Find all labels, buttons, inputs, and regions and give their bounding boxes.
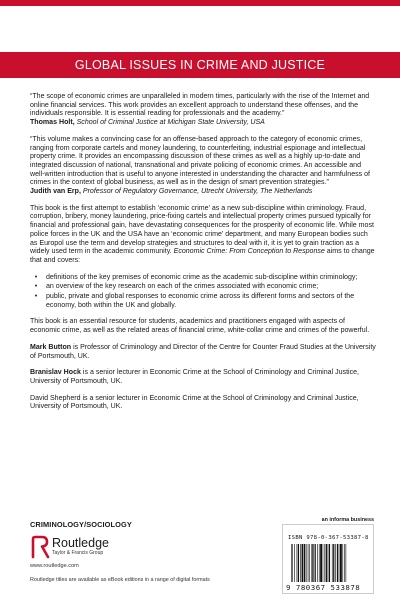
- publisher-group: Taylor & Francis Group: [52, 550, 104, 556]
- endorsement-2-affiliation: Professor of Regulatory Governance, Utrecht University, The Netherlands: [82, 188, 313, 196]
- isbn-number: ISBN 978-0-367-53387-8: [288, 535, 369, 541]
- series-title: GLOBAL ISSUES IN CRIME AND JUSTICE: [74, 58, 326, 72]
- bullet-icon: •: [34, 273, 38, 281]
- author-name: Branislav Hock: [30, 369, 81, 377]
- author-bio-1: [30, 344, 376, 361]
- endorsement-1-attribution: Thomas Holt, School of Criminal Justice at Michigan State University, USA: [30, 119, 265, 127]
- barcode-icon: [291, 544, 369, 582]
- informa-label: an informa business: [321, 517, 374, 523]
- publisher-url[interactable]: www.routledge.com: [30, 563, 79, 569]
- description-book-title: Economic Crime: From Conception to Response: [173, 248, 325, 256]
- endorsement-1: [30, 93, 376, 128]
- list-item: • definitions of the key premises of economic crime as the academic sub-discipline within criminology;: [30, 274, 376, 283]
- endorsement-2-author: Judith van Erp: [30, 188, 79, 196]
- author-bio: David Shepherd is a senior lecturer in Economic Crime at the School of Criminology and Criminal Justice, University of Portsmouth, UK.: [30, 394, 359, 411]
- author-bio: is Professor of Criminology and Director of the Centre for Counter Fraud Studies at the University of Portsmouth, UK.: [30, 343, 376, 360]
- barcode-box: [282, 524, 374, 594]
- endorsement-1-author: Thomas Holt: [30, 119, 73, 127]
- closing-paragraph: This book is an essential resource for students, academics and practitioners engaged with aspects of economic crime, as well as the related areas of financial crime, white-collar crime and crimes of the powerful.: [30, 318, 370, 335]
- ebook-note: Routledge titles are available as eBook editions in a range of digital formats: [30, 577, 210, 583]
- author-bio-3: [30, 395, 376, 412]
- series-title-bar: [0, 52, 400, 78]
- endorsement-2: [30, 136, 376, 197]
- description-text-end: aims to change that and covers:: [30, 248, 375, 264]
- subject-category: CRIMINOLOGY/SOCIOLOGY: [30, 520, 132, 529]
- description-text: This book is the first attempt to establish ‘economic crime’ as a new sub-discipline within criminology. Fraud, corruption, bribery, money laundering, price-fixing cartels and intellectual property crimes pursued typically for financial and professional gain, have devastating consequences for the prosperity of economic life. While most police forces in the UK and the USA have an ‘economic crime’ department, and many European bodies such as Europol use the term and develop strategies and structures to deal with it, it is yet to grain traction as a widely used term in the academic community.: [30, 204, 374, 256]
- book-description: [30, 205, 376, 266]
- publisher-name: Routledge: [52, 536, 109, 550]
- barcode-area: [282, 517, 374, 597]
- author-bio: is a senior lecturer in Economic Crime at the School of Criminology and Criminal Justice, University of Portsmouth, UK.: [30, 369, 360, 385]
- bullet-icon: •: [34, 293, 38, 301]
- publisher-logo: [30, 535, 150, 569]
- back-cover-text: [30, 93, 376, 420]
- endorsement-2-attribution: Judith van Erp, Professor of Regulatory Governance, Utrecht University, The Netherlands: [30, 188, 313, 196]
- endorsement-1-text: “The scope of economic crimes are unparalleled in modern times, particularly with the rise of the Internet and online financial services. This work provides an excellent approach to understand these offenses, and the individuals responsible. It is essential reading for professionals and the academy.”: [30, 93, 370, 118]
- list-item: • an overview of the key research on each of the crimes associated with economic crime;: [30, 283, 376, 292]
- routledge-logo-icon: [30, 535, 52, 559]
- coverage-list: [30, 274, 376, 311]
- list-item: • public, private and global responses to economic crime across its different forms and sectors of the economy, both within the UK and globally.: [30, 293, 376, 310]
- endorsement-1-affiliation: School of Criminal Justice at Michigan State University, USA: [76, 119, 265, 127]
- author-bio-2: [30, 369, 376, 386]
- author-name: Mark Button: [30, 343, 72, 351]
- ean-number: 9 780367 533878: [286, 583, 361, 592]
- top-accent-band: [0, 0, 400, 6]
- endorsement-2-text: “This volume makes a convincing case for an offense-based approach to the category of economic crimes, ranging from corporate cartels and money laundering, to counterfeiting, industrial espionage and intellectual property crime. It provides an encompassing discussion of these crimes as well as a highly up-to-date and integrated discussion of national, transnational and private policing of economic crimes. An accessible and well-written introduction that is useful to anyone interested in understanding the character and harmfulness of crimes in the context of global business, as well as in the design of smart prevention strategies.”: [30, 135, 371, 187]
- bullet-icon: •: [34, 283, 38, 291]
